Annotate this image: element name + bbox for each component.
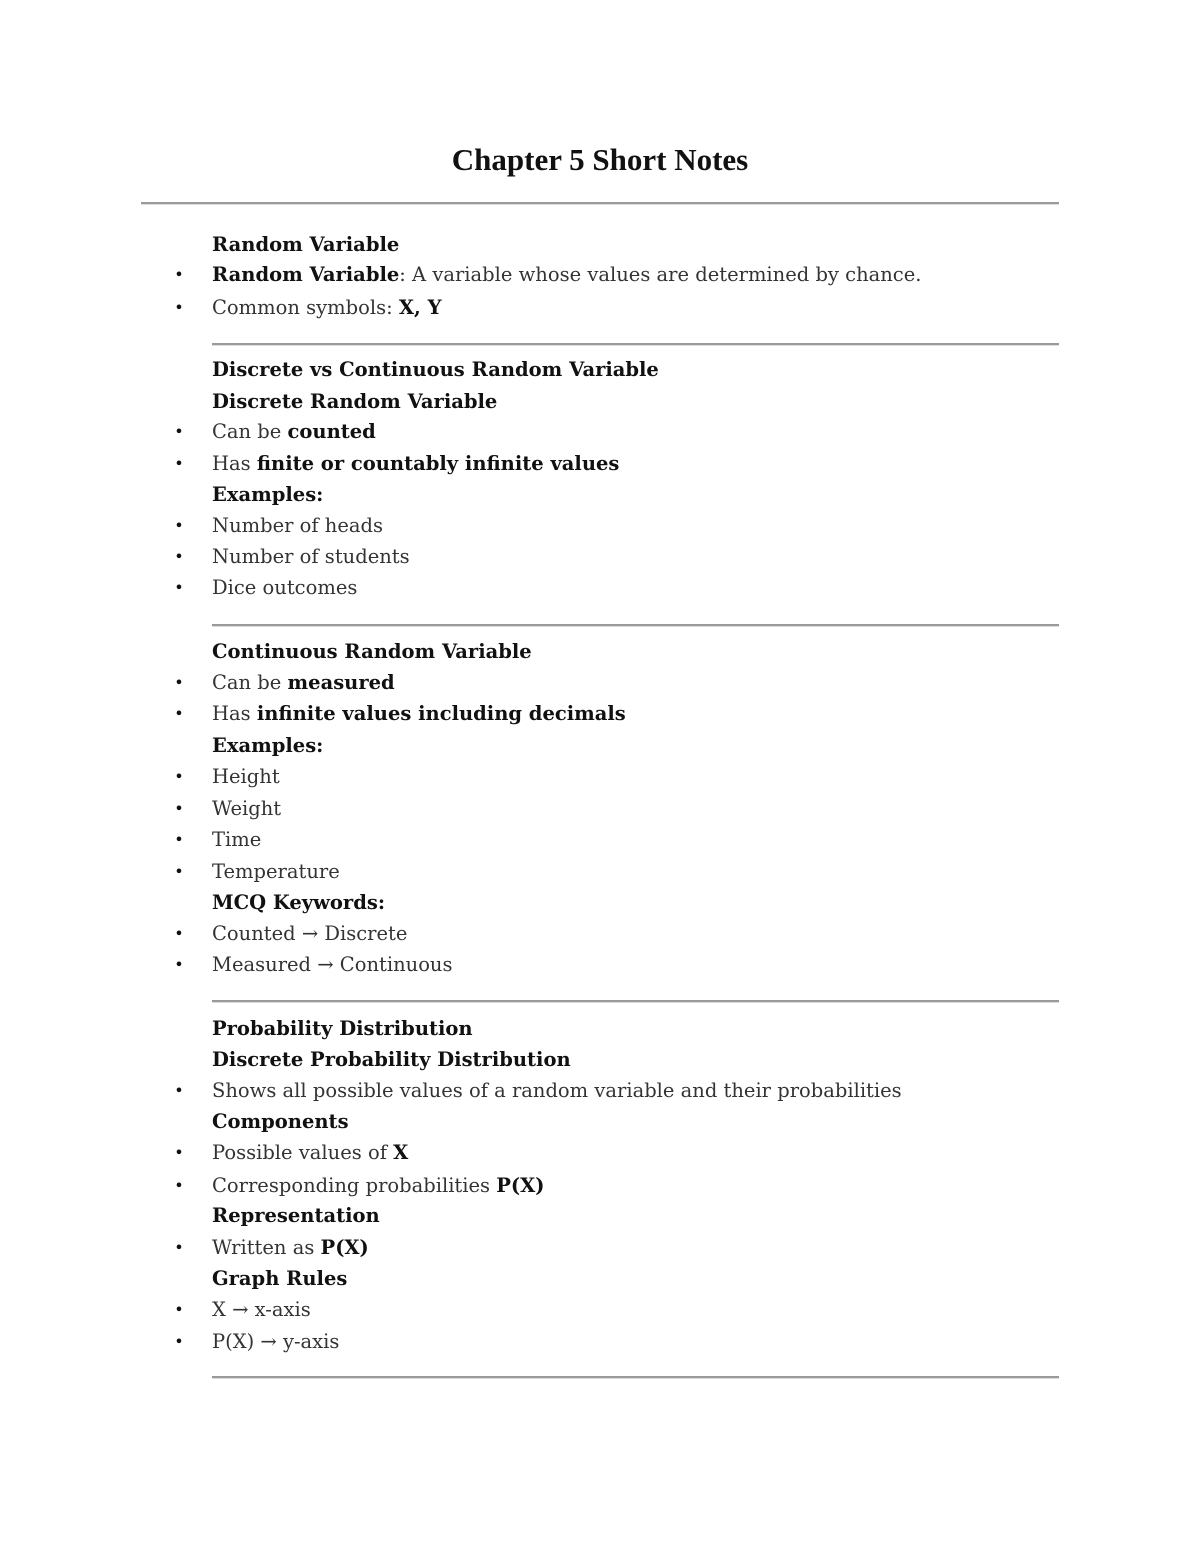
graph-rules-label: Graph Rules — [212, 1267, 348, 1290]
bullet: • — [174, 454, 184, 473]
item-bold: P(X) — [496, 1174, 545, 1197]
definition-text: : A variable whose values are determined by chance. — [399, 263, 922, 286]
item-bold: finite or countably infinite values — [256, 452, 620, 475]
component-probabilities — [212, 1172, 545, 1200]
item-prefix: Possible values of — [212, 1141, 394, 1164]
probability-distribution-heading: Probability Distribution — [212, 1017, 473, 1040]
item-bold: P(X) — [320, 1236, 369, 1259]
bullet: • — [174, 1081, 184, 1100]
page-title: Chapter 5 Short Notes — [451, 142, 749, 177]
symbols-value: X, Y — [398, 296, 442, 319]
section-divider — [212, 624, 1059, 627]
item-bold: X — [393, 1141, 409, 1164]
discrete-random-variable-heading: Discrete Random Variable — [212, 390, 498, 413]
components-label: Components — [212, 1110, 349, 1133]
bullet: • — [174, 422, 184, 441]
section-divider — [212, 1000, 1059, 1003]
graph-rule: P(X) → y-axis — [212, 1330, 340, 1353]
mcq-keywords-label: MCQ Keywords: — [212, 891, 386, 914]
bullet: • — [174, 924, 184, 943]
representation-written-as — [212, 1234, 369, 1262]
continuous-example: Weight — [212, 797, 282, 820]
discrete-probability-distribution-heading: Discrete Probability Distribution — [212, 1048, 571, 1071]
mcq-keyword: Counted → Discrete — [212, 922, 408, 945]
bullet: • — [174, 830, 184, 849]
bullet: • — [174, 1143, 184, 1162]
continuous-item-infinite — [212, 700, 626, 728]
continuous-item-measured — [212, 669, 395, 697]
shows-all-values: Shows all possible values of a random variable and their probabilities — [212, 1079, 902, 1102]
bullet: • — [174, 265, 184, 284]
bullet: • — [174, 547, 184, 566]
bullet: • — [174, 862, 184, 881]
continuous-example: Temperature — [212, 860, 340, 883]
section-divider — [212, 343, 1059, 346]
bullet: • — [174, 578, 184, 597]
representation-label: Representation — [212, 1204, 380, 1227]
definition-term: Random Variable — [212, 263, 400, 286]
discrete-item-counted — [212, 418, 376, 446]
continuous-examples-label: Examples: — [212, 734, 324, 757]
bullet: • — [174, 1300, 184, 1319]
item-prefix: Written as — [212, 1236, 321, 1259]
random-variable-heading: Random Variable — [212, 233, 400, 256]
item-prefix: Has — [212, 702, 257, 725]
bullet: • — [174, 955, 184, 974]
random-variable-definition — [212, 261, 921, 289]
item-prefix: Corresponding probabilities — [212, 1174, 497, 1197]
item-prefix: Can be — [212, 420, 288, 443]
section-divider — [212, 1376, 1059, 1379]
graph-rule: X → x-axis — [212, 1298, 311, 1321]
common-symbols — [212, 294, 442, 322]
discrete-examples-label: Examples: — [212, 483, 324, 506]
item-bold: counted — [287, 420, 376, 443]
discrete-item-finite — [212, 450, 619, 478]
bullet: • — [174, 673, 184, 692]
bullet: • — [174, 767, 184, 786]
continuous-random-variable-heading: Continuous Random Variable — [212, 640, 532, 663]
component-possible-values — [212, 1139, 408, 1167]
symbols-prefix: Common symbols: — [212, 296, 399, 319]
continuous-example: Height — [212, 765, 280, 788]
item-prefix: Can be — [212, 671, 288, 694]
bullet: • — [174, 1332, 184, 1351]
bullet: • — [174, 516, 184, 535]
item-prefix: Has — [212, 452, 257, 475]
bullet: • — [174, 1176, 184, 1195]
bullet: • — [174, 1238, 184, 1257]
discrete-example: Number of heads — [212, 514, 384, 537]
bullet: • — [174, 799, 184, 818]
mcq-keyword: Measured → Continuous — [212, 953, 453, 976]
discrete-vs-continuous-heading: Discrete vs Continuous Random Variable — [212, 358, 659, 381]
bullet: • — [174, 298, 184, 317]
discrete-example: Number of students — [212, 545, 410, 568]
discrete-example: Dice outcomes — [212, 576, 358, 599]
item-bold: measured — [287, 671, 395, 694]
bullet: • — [174, 704, 184, 723]
title-divider — [141, 202, 1059, 205]
item-bold: infinite values including decimals — [256, 702, 626, 725]
continuous-example: Time — [212, 828, 262, 851]
